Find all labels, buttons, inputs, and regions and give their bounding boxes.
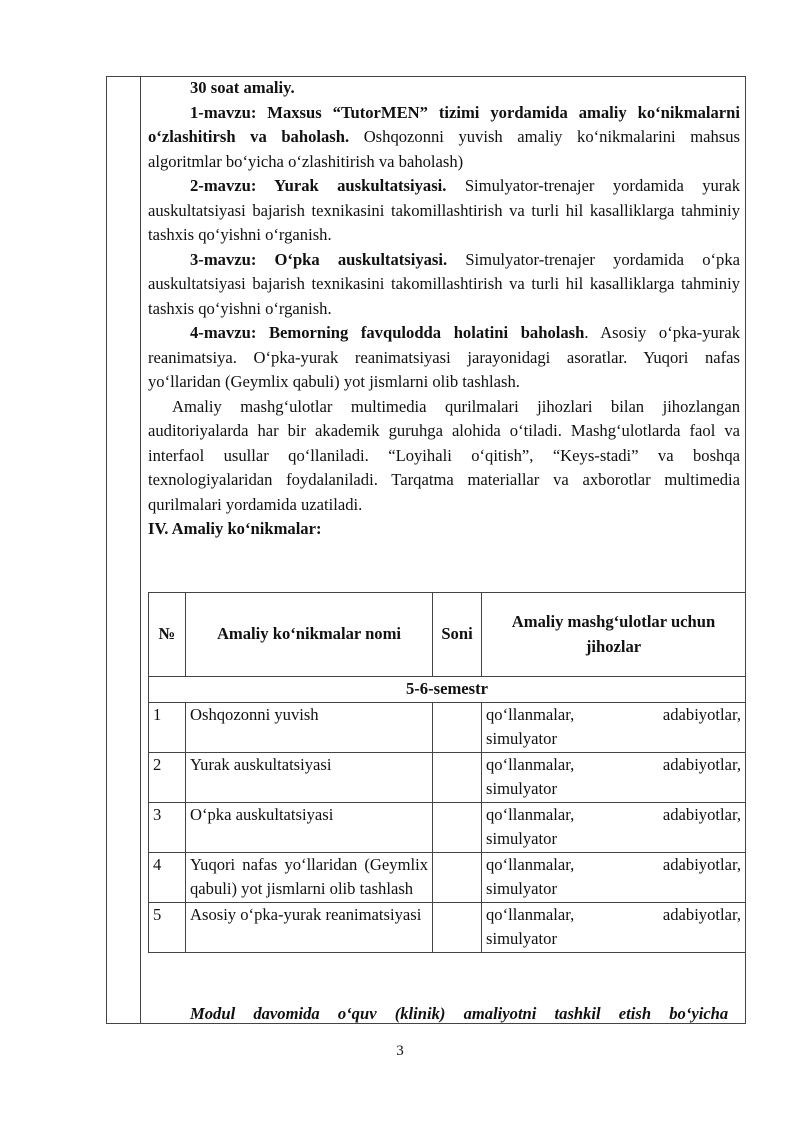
intro-line: 30 soat amaliy. — [190, 78, 295, 97]
margin-rule — [140, 76, 141, 1024]
topic-4 — [148, 321, 740, 395]
equip-simulator: simulyator — [486, 879, 557, 898]
table-row — [149, 752, 746, 802]
table-row — [149, 702, 746, 752]
equipment — [482, 702, 746, 752]
skills-table — [148, 592, 746, 953]
topic-title: 4-mavzu: Bemorning favqulodda holatini baholash — [190, 323, 585, 342]
topic-body: Oshqozonni yuvish amaliy ko‘nikmalarini mahsus algoritmlar bo‘yicha o‘zlashitirish va baholash) — [148, 127, 741, 171]
row-number: 3 — [149, 802, 186, 852]
equip-manuals: qo‘llanmalar, — [486, 804, 575, 824]
equip-manuals: qo‘llanmalar, — [486, 854, 575, 874]
table-row — [149, 802, 746, 852]
header-equipment: Amaliy mashg‘ulotlar uchun jihozlar — [482, 593, 746, 677]
row-number: 1 — [149, 702, 186, 752]
skill-count — [433, 752, 482, 802]
equipment — [482, 902, 746, 952]
topic-2 — [148, 174, 740, 248]
table-header-row — [149, 593, 746, 677]
body-text — [148, 76, 740, 541]
topic-title: 2-mavzu: Yurak auskultatsiyasi. — [190, 176, 447, 195]
skill-name: O‘pka auskultatsiyasi — [186, 802, 433, 852]
skill-count — [433, 852, 482, 902]
skill-name: Oshqozonni yuvish — [186, 702, 433, 752]
row-number: 5 — [149, 902, 186, 952]
topic-title: 3-mavzu: O‘pka auskultatsiyasi. — [190, 249, 448, 269]
header-number: № — [149, 593, 186, 677]
page-number: 3 — [396, 1043, 404, 1059]
skill-count — [433, 802, 482, 852]
equip-manuals: qo‘llanmalar, — [486, 904, 575, 924]
equip-simulator: simulyator — [486, 829, 557, 848]
topic-body: . Asosiy o‘pka-yurak reanimatsiya. O‘pka-yurak reanimatsiyasi jarayonidagi asoratlar. Yuqori nafas yo‘llaridan (Geymlix qabuli) yot jismlarni olib tashlash. — [148, 323, 740, 391]
equip-simulator: simulyator — [486, 929, 557, 948]
section-title: IV. Amaliy ko‘nikmalar: — [148, 519, 322, 538]
equip-manuals: qo‘llanmalar, — [486, 754, 575, 774]
equip-literature: adabiyotlar, — [662, 804, 741, 824]
header-skill-name: Amaliy ko‘nikmalar nomi — [186, 593, 433, 677]
equip-literature: adabiyotlar, — [662, 904, 741, 924]
topic-body: Simulyator-trenajer yordamida o‘pka auskultatsiyasi bajarish texnikasini takomillashtirish va turli hil kasalliklarga tahminiy tashxis qo‘yishni o‘rganish. — [148, 249, 740, 318]
equipment — [482, 852, 746, 902]
skill-count — [433, 702, 482, 752]
equip-literature: adabiyotlar, — [662, 854, 741, 874]
equip-simulator: simulyator — [486, 729, 557, 748]
table-row — [149, 852, 746, 902]
equipment — [482, 802, 746, 852]
table-row — [149, 902, 746, 952]
skill-name: Yuqori nafas yo‘llaridan (Geymlix qabuli) yot jismlarni olib tashlash — [186, 852, 433, 902]
row-number: 2 — [149, 752, 186, 802]
equip-simulator: simulyator — [486, 779, 557, 798]
topic-title: 1-mavzu: Maxsus “TutorMEN” tizimi yordamida amaliy ko‘nikmalarni o‘zlashitirsh va baholash. — [148, 102, 740, 146]
row-number: 4 — [149, 852, 186, 902]
topic-body: Simulyator-trenajer yordamida yurak auskultatsiyasi bajarish texnikasini takomillashtirish va turli hil kasalliklarga tahminiy tashxis qo‘yishni o‘rganish. — [148, 176, 740, 244]
methods-paragraph: Amaliy mashg‘ulotlar multimedia qurilmalari jihozlari bilan jihozlangan auditoriyalarda har bir akademik guruhga alohida o‘tiladi. Mashg‘ulotlarda faol va interfaol usullar qo‘llaniladi. “Loyihali o‘qitish”, “Keys-stadi” va boshqa texnologiyalaridan foydalaniladi. Tarqatma materiallar va axborotlar multimedia qurilmalari yordamida uzatiladi. — [148, 396, 740, 514]
skill-name: Yurak auskultatsiyasi — [186, 752, 433, 802]
semester-row — [149, 677, 746, 703]
topic-1 — [148, 101, 740, 175]
equipment — [482, 752, 746, 802]
semester-label: 5-6-semestr — [149, 677, 746, 703]
topic-3 — [148, 248, 740, 322]
skill-name: Asosiy o‘pka-yurak reanimatsiyasi — [186, 902, 433, 952]
equip-literature: adabiyotlar, — [662, 704, 741, 724]
skill-count — [433, 902, 482, 952]
header-count: Soni — [433, 593, 482, 677]
continuation-text: Modul davomida o‘quv (klinik) amaliyotni tashkil etish bo‘yicha — [190, 1004, 729, 1023]
equip-manuals: qo‘llanmalar, — [486, 704, 575, 724]
equip-literature: adabiyotlar, — [662, 754, 741, 774]
